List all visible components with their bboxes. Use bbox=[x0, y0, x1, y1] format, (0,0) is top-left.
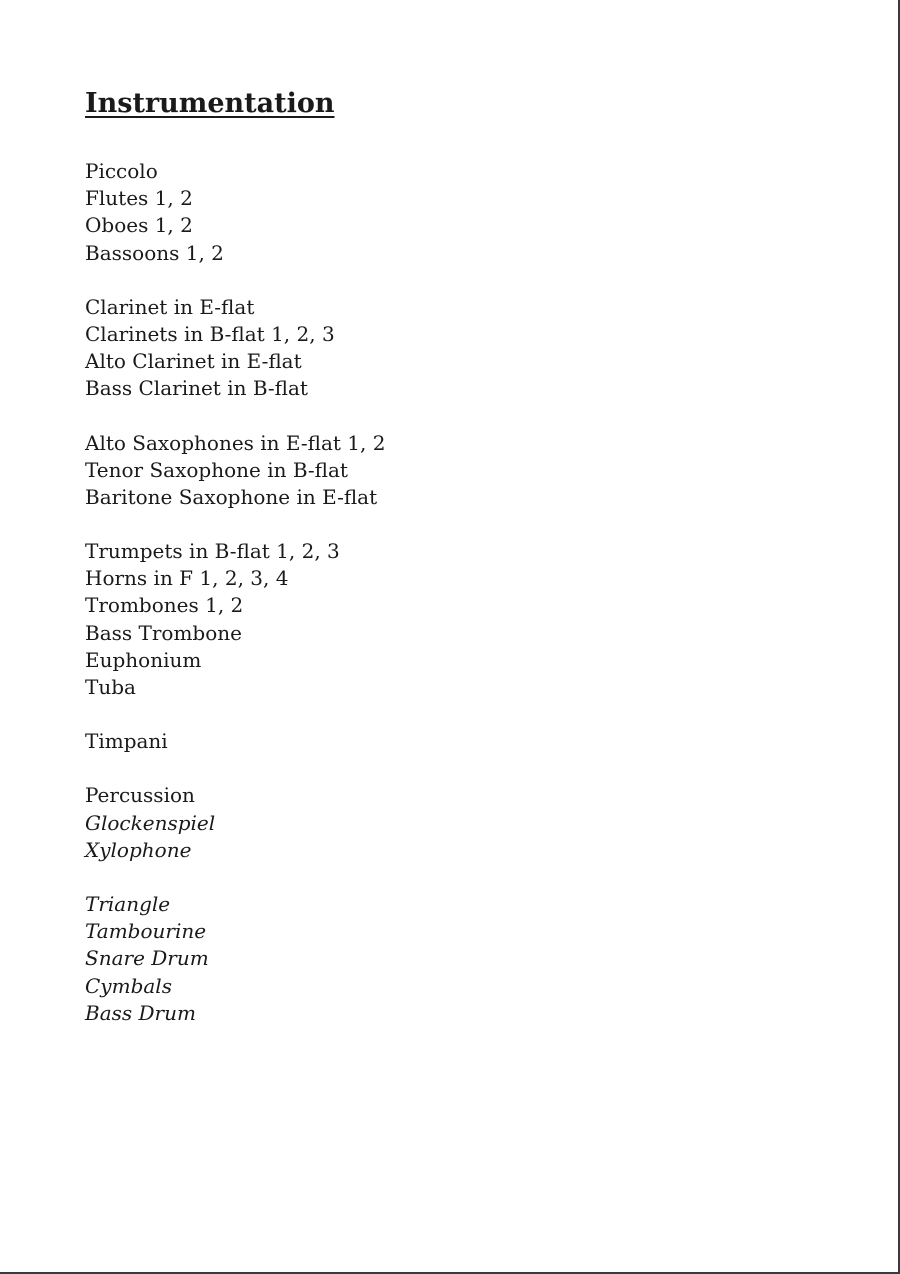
instrument-item: Cymbals bbox=[85, 973, 172, 998]
instrument-item: Glockenspiel bbox=[85, 810, 216, 835]
instrument-group bbox=[85, 891, 685, 1027]
instrument-item: Piccolo bbox=[85, 159, 158, 183]
instrument-list bbox=[85, 158, 685, 1054]
instrument-item: Baritone Saxophone in E-flat bbox=[85, 484, 378, 509]
instrument-item: Xylophone bbox=[85, 837, 192, 862]
instrument-group bbox=[85, 430, 685, 512]
instrument-item: Percussion bbox=[85, 783, 195, 808]
instrument-item: Euphonium bbox=[85, 647, 202, 672]
instrument-item: Trumpets in B-flat 1, 2, 3 bbox=[85, 539, 340, 564]
instrument-group bbox=[85, 294, 685, 403]
instrument-item: Oboes 1, 2 bbox=[85, 213, 193, 238]
instrument-item: Trombones 1, 2 bbox=[85, 593, 244, 618]
instrument-item: Bass Drum bbox=[85, 1000, 196, 1025]
instrument-group bbox=[85, 158, 685, 267]
instrument-item: Tambourine bbox=[85, 919, 207, 944]
instrument-item: Tuba bbox=[85, 675, 136, 699]
instrument-group bbox=[85, 728, 685, 755]
instrument-item: Bassoons 1, 2 bbox=[85, 240, 224, 265]
instrument-group bbox=[85, 538, 685, 701]
instrument-item: Clarinet in E-flat bbox=[85, 294, 255, 319]
page-title: Instrumentation bbox=[85, 88, 335, 119]
instrument-item: Triangle bbox=[85, 891, 171, 916]
instrument-item: Alto Clarinet in E-flat bbox=[85, 349, 302, 374]
instrument-item: Bass Trombone bbox=[85, 620, 242, 645]
instrument-item: Flutes 1, 2 bbox=[85, 186, 193, 211]
instrument-item: Bass Clarinet in B-flat bbox=[85, 376, 308, 401]
instrument-item: Tenor Saxophone in B-flat bbox=[85, 457, 348, 482]
instrument-item: Horns in F 1, 2, 3, 4 bbox=[85, 566, 289, 591]
instrument-item: Snare Drum bbox=[85, 946, 209, 971]
instrument-item: Clarinets in B-flat 1, 2, 3 bbox=[85, 321, 335, 346]
instrument-group bbox=[85, 782, 685, 864]
instrument-item: Timpani bbox=[85, 729, 168, 754]
instrument-item: Alto Saxophones in E-flat 1, 2 bbox=[85, 430, 386, 455]
